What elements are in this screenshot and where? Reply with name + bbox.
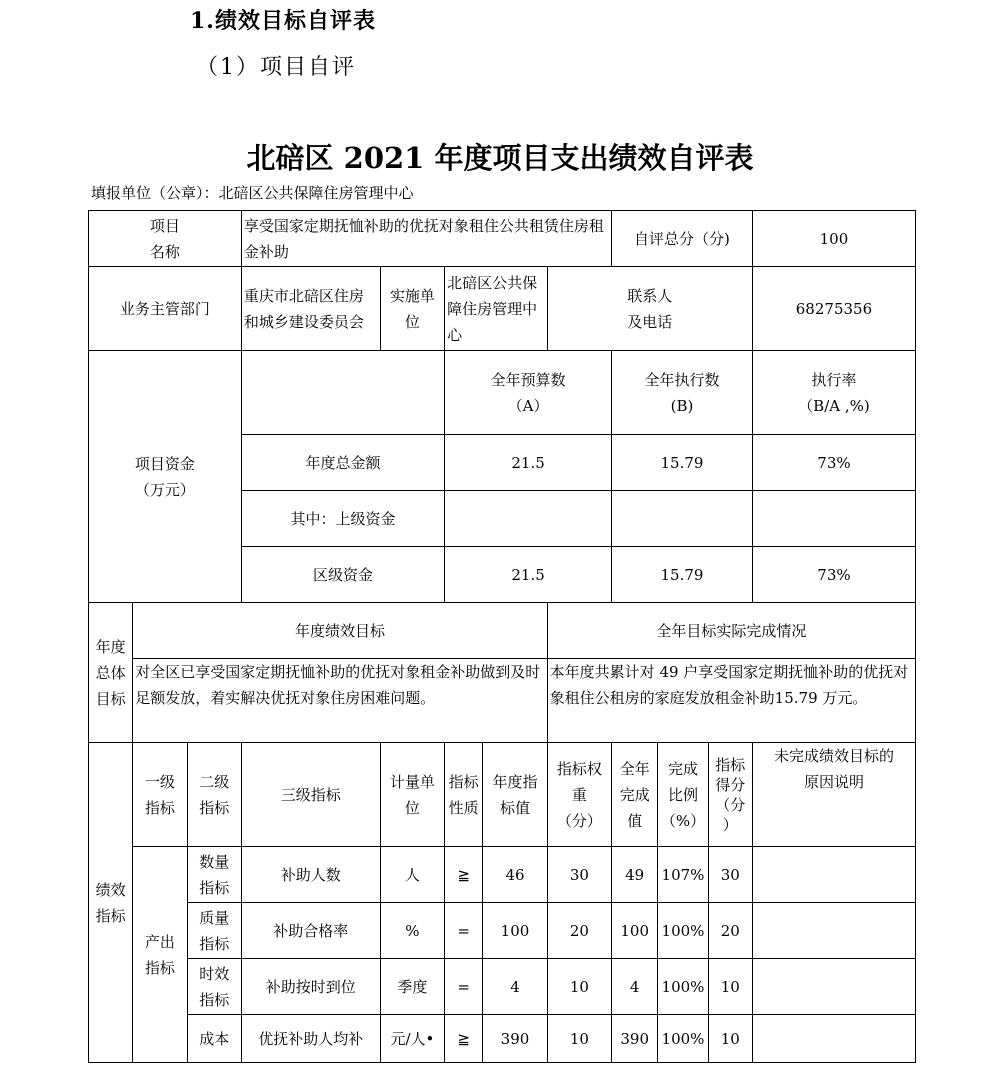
- ind-nature: =: [445, 959, 483, 1015]
- ind-done: 49: [612, 847, 658, 903]
- executed-header: 全年执行数 (B): [612, 351, 753, 435]
- ind-done: 390: [612, 1015, 658, 1063]
- ind-done: 4: [612, 959, 658, 1015]
- ind-ratio: 100%: [658, 959, 708, 1015]
- ind-ratio: 107%: [658, 847, 708, 903]
- ind-header-nature: 指标 性质: [445, 743, 483, 847]
- ind-score: 10: [708, 1015, 752, 1063]
- ind-reason: [752, 1015, 915, 1063]
- fund-row-executed: [612, 491, 753, 547]
- dept-value: 重庆市北碚区住房和城乡建设委员会: [241, 267, 380, 351]
- impl-value: 北碚区公共保障住房管理中心: [445, 267, 548, 351]
- ind-reason: [752, 903, 915, 959]
- section-heading: 1.绩效目标自评表: [190, 8, 376, 34]
- funds-blank-header: [241, 351, 444, 435]
- ind-header-reason: 未完成绩效目标的 原因说明: [752, 743, 915, 847]
- ind-level2: 质量 指标: [187, 903, 241, 959]
- ind-unit: %: [380, 903, 444, 959]
- ind-unit: 人: [380, 847, 444, 903]
- ind-header-weight: 指标权 重 （分）: [547, 743, 611, 847]
- self-score-label: 自评总分（分): [612, 211, 753, 267]
- ind-target: 46: [483, 847, 547, 903]
- ind-done: 100: [612, 903, 658, 959]
- ind-level3: 补助人数: [241, 847, 380, 903]
- ind-ratio: 100%: [658, 903, 708, 959]
- ind-score: 20: [708, 903, 752, 959]
- fund-row-rate: 73%: [752, 547, 915, 603]
- project-name: 享受国家定期抚恤补助的优抚对象租住公共租赁住房租金补助: [241, 211, 611, 267]
- ind-level2: 时效 指标: [187, 959, 241, 1015]
- project-name-label: 项目 名称: [89, 211, 242, 267]
- goal-text: 对全区已享受国家定期抚恤补助的优抚对象租金补助做到及时足额发放，着实解决优抚对象住房困难问题。: [133, 659, 547, 743]
- fund-row-name: 其中：上级资金: [241, 491, 444, 547]
- actual-header: 全年目标实际完成情况: [547, 603, 915, 659]
- ind-level2: 数量 指标: [187, 847, 241, 903]
- ind-target: 4: [483, 959, 547, 1015]
- page-title: 北碚区 2021 年度项目支出绩效自评表: [246, 141, 754, 175]
- ind-score: 30: [708, 847, 752, 903]
- ind-nature: ≧: [445, 847, 483, 903]
- ind-header-score: 指标 得分 （分 ）: [708, 743, 752, 847]
- fund-row-name: 年度总金额: [241, 435, 444, 491]
- impl-label: 实施单位: [380, 267, 444, 351]
- ind-weight: 10: [547, 1015, 611, 1063]
- ind-level1: 产出 指标: [133, 847, 187, 1063]
- ind-header-ratio: 完成 比例 （%）: [658, 743, 708, 847]
- dept-label: 业务主管部门: [89, 267, 242, 351]
- ind-weight: 30: [547, 847, 611, 903]
- ind-target: 100: [483, 903, 547, 959]
- ind-header-l2: 二级 指标: [187, 743, 241, 847]
- fund-row-budget: 21.5: [445, 547, 612, 603]
- funds-label: 项目资金 （万元）: [89, 351, 242, 603]
- fund-row-budget: [445, 491, 612, 547]
- fund-row-rate: [752, 491, 915, 547]
- overall-goal-label: 年度 总体 目标: [89, 603, 133, 743]
- fund-row-executed: 15.79: [612, 547, 753, 603]
- rate-header: 执行率 （B/A ,%): [752, 351, 915, 435]
- ind-nature: =: [445, 903, 483, 959]
- ind-header-unit: 计量单 位: [380, 743, 444, 847]
- ind-level3: 补助按时到位: [241, 959, 380, 1015]
- self-evaluation-table: [88, 210, 916, 1063]
- self-score: 100: [752, 211, 915, 267]
- ind-header-done: 全年 完成 值: [612, 743, 658, 847]
- actual-text: 本年度共累计对 49 户享受国家定期抚恤补助的优抚对象租住公租房的家庭发放租金补助15.79 万元。: [547, 659, 915, 743]
- ind-unit: 元/人•: [380, 1015, 444, 1063]
- goal-header: 年度绩效目标: [133, 603, 547, 659]
- ind-header-l3: 三级指标: [241, 743, 380, 847]
- ind-score: 10: [708, 959, 752, 1015]
- ind-weight: 20: [547, 903, 611, 959]
- subsection-heading: （1）项目自评: [196, 55, 356, 80]
- indicators-label: 绩效 指标: [89, 743, 133, 1063]
- ind-weight: 10: [547, 959, 611, 1015]
- ind-reason: [752, 847, 915, 903]
- ind-header-l1: 一级 指标: [133, 743, 187, 847]
- ind-level2: 成本: [187, 1015, 241, 1063]
- ind-nature: ≧: [445, 1015, 483, 1063]
- fund-row-name: 区级资金: [241, 547, 444, 603]
- ind-level3: 优抚补助人均补: [241, 1015, 380, 1063]
- ind-target: 390: [483, 1015, 547, 1063]
- fund-row-executed: 15.79: [612, 435, 753, 491]
- ind-header-target: 年度指 标值: [483, 743, 547, 847]
- fund-row-budget: 21.5: [445, 435, 612, 491]
- contact-label: 联系人 及电话: [547, 267, 752, 351]
- fund-row-rate: 73%: [752, 435, 915, 491]
- budget-header: 全年预算数 （A）: [445, 351, 612, 435]
- ind-level3: 补助合格率: [241, 903, 380, 959]
- ind-reason: [752, 959, 915, 1015]
- ind-unit: 季度: [380, 959, 444, 1015]
- contact-value: 68275356: [752, 267, 915, 351]
- filing-unit: 填报单位（公章）：北碚区公共保障住房管理中心: [91, 184, 414, 202]
- ind-ratio: 100%: [658, 1015, 708, 1063]
